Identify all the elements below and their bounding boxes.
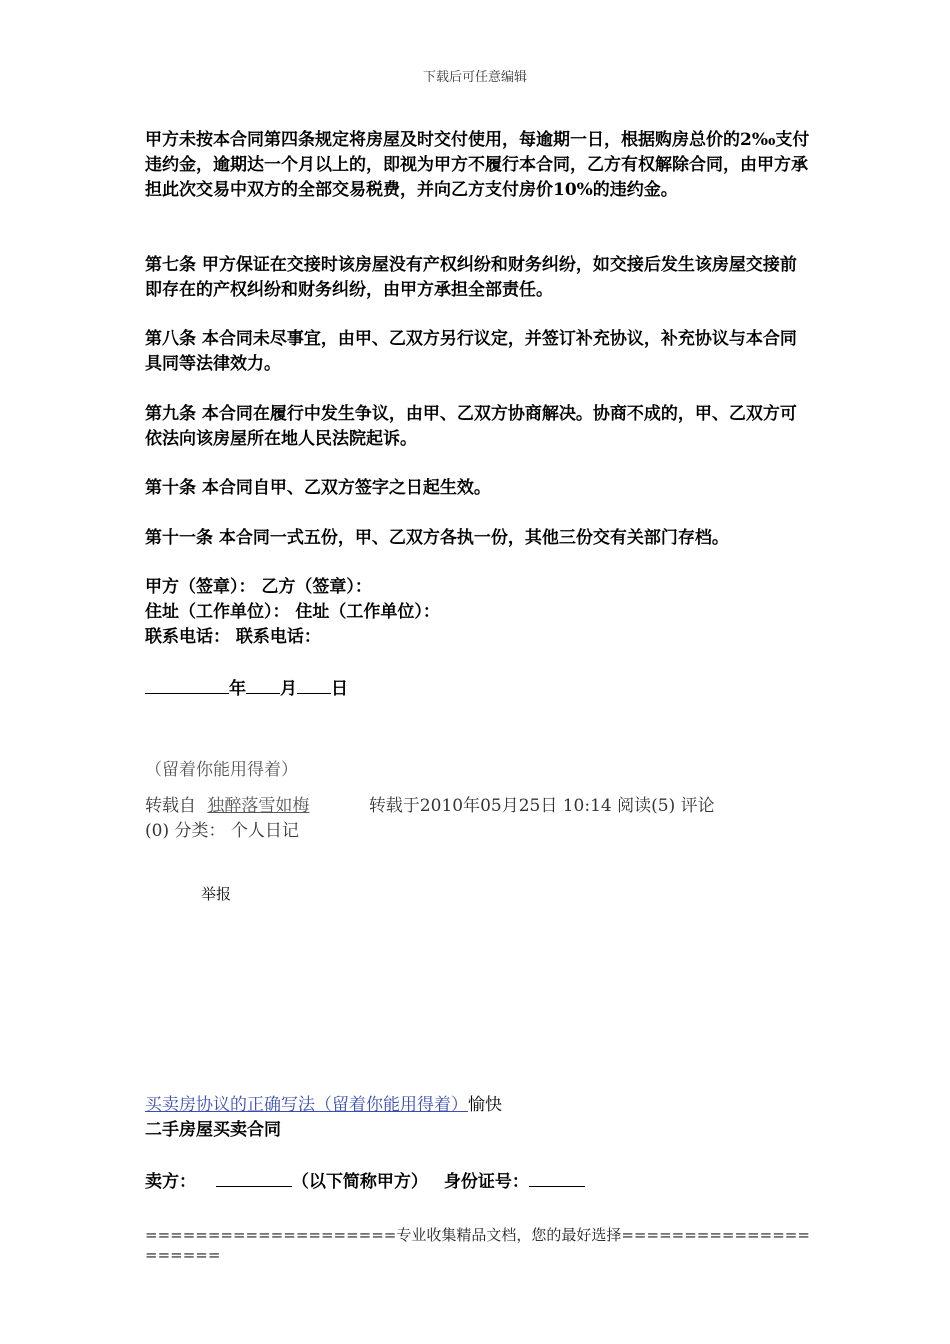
paragraph-text: 第八条 本合同未尽事宜，由甲、乙双方另行议定，并签订补充协议，补充协议与本合同具同等法律效力。 — [145, 329, 797, 374]
year-label: 年 — [229, 679, 246, 699]
paragraph-text: 第十条 本合同自甲、乙双方签字之日起生效。 — [145, 478, 491, 498]
article-9 — [145, 402, 810, 452]
repost-line-1 — [145, 794, 810, 819]
year-blank[interactable] — [145, 675, 229, 694]
next-article-suffix: 愉快 — [468, 1095, 502, 1115]
page-header: 下载后可任意编辑 — [422, 70, 527, 85]
paragraph-text: 甲方未按本合同第四条规定将房屋及时交付使用，每逾期一日，根据购房总价的2‰支付违约金，逾期达一个月以上的，即视为甲方不履行本合同，乙方有权解除合同，由甲方承担此次交易中双方的全部交易税费，并向乙方支付房价10%的违约金。 — [145, 130, 810, 200]
next-article-link[interactable]: 买卖房协议的正确写法（留着你能用得着） — [145, 1095, 468, 1115]
seller-label: 卖方： — [145, 1172, 196, 1192]
repost-info — [145, 794, 810, 844]
signature-line-2: 住址（工作单位）： 住址（工作单位）： — [145, 602, 440, 622]
repost-prefix: 转载自 — [145, 796, 196, 816]
date-line — [145, 675, 810, 702]
paragraph-text: 第九条 本合同在履行中发生争议，由甲、乙双方协商解决。协商不成的，甲、乙双方可依法向该房屋所在地人民法院起诉。 — [145, 404, 797, 449]
article-10 — [145, 476, 810, 501]
blog-note: （留着你能用得着） — [145, 760, 298, 780]
page-footer: ====================专业收集精品文档，您的最好选择===================== — [145, 1226, 810, 1264]
seller-blank[interactable] — [216, 1168, 292, 1187]
seller-line — [145, 1168, 810, 1195]
paragraph-text: 第七条 甲方保证在交接时该房屋没有产权纠纷和财务纠纷，如交接后发生该房屋交接前即存在的产权纠纷和财务纠纷，由甲方承担全部责任。 — [145, 255, 797, 300]
repost-meta: 转载于2010年05月25日 10:14 阅读(5) 评论 — [368, 796, 715, 816]
signature-line-1: 甲方（签章）： 乙方（签章）： — [145, 577, 372, 597]
author-link[interactable]: 独醉落雪如梅 — [207, 796, 310, 816]
id-label: 身份证号： — [443, 1172, 529, 1192]
day-blank[interactable] — [297, 675, 331, 694]
article-7 — [145, 253, 810, 303]
article-8 — [145, 327, 810, 377]
signature-line-3: 联系电话： 联系电话： — [145, 627, 321, 647]
id-blank[interactable] — [529, 1168, 585, 1187]
article-11 — [145, 526, 810, 551]
contract-title: 二手房屋买卖合同 — [145, 1120, 281, 1140]
report-link[interactable]: 举报 — [201, 885, 232, 903]
seller-note: （以下简称甲方） — [291, 1172, 428, 1192]
month-blank[interactable] — [246, 675, 280, 694]
day-label: 日 — [331, 679, 348, 699]
paragraph-text: 第十一条 本合同一式五份，甲、乙双方各执一份，其他三份交有关部门存档。 — [145, 528, 729, 548]
paragraph-penalty — [145, 128, 810, 203]
next-article — [145, 1093, 810, 1118]
month-label: 月 — [280, 679, 297, 699]
signature-block — [145, 575, 810, 650]
repost-line-2: (0) 分类： 个人日记 — [145, 821, 299, 841]
